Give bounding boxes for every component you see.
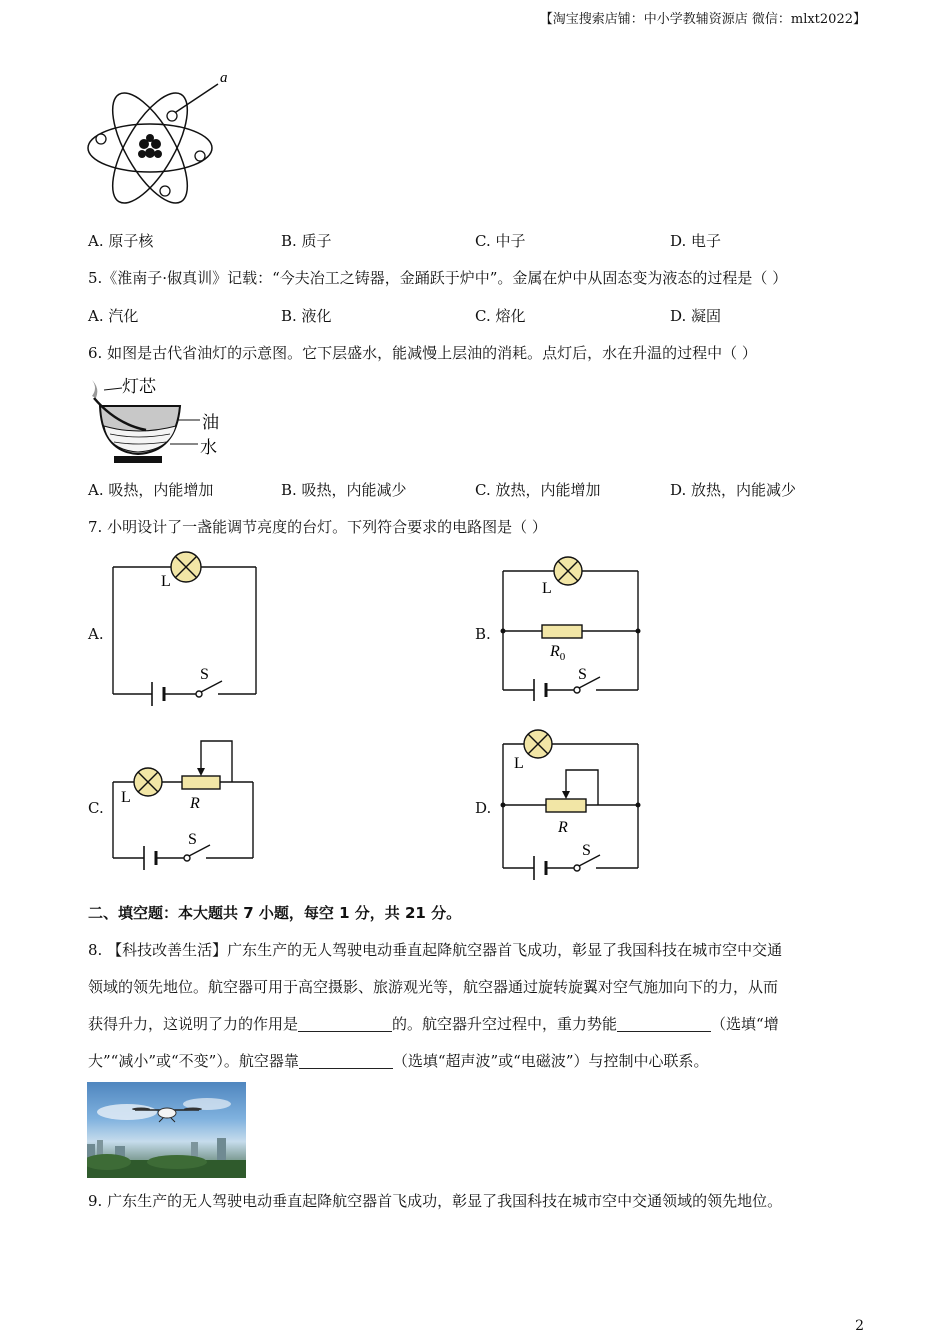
q8-line-4: [88, 1043, 709, 1079]
q8-line-2: 领域的领先地位。航空器可用于高空摄影、旅游观光等，航空器通过旋转旋翼对空气施加向下的力，从而: [88, 978, 779, 996]
section-title: 二、填空题：本大题共 7 小题，每空 1 分，共 21 分。: [88, 904, 462, 922]
circuit-c-label: C.: [88, 799, 104, 817]
circuit-d-lamp-label: L: [514, 755, 524, 772]
circuit-d-switch-label: S: [582, 842, 591, 859]
circuit-d-resistor-label: R: [558, 819, 568, 836]
q6-option-a: A. 吸热，内能增加: [88, 481, 214, 499]
q7-stem: 7. 小明设计了一盏能调节亮度的台灯。下列符合要求的电路图是（ ）: [88, 518, 547, 536]
answer-blank-1[interactable]: [298, 1015, 392, 1032]
q4-option-c: C. 中子: [475, 232, 526, 250]
aircraft-photo: [87, 1082, 246, 1178]
watermark-header: 【淘宝搜索店铺：中小学教辅资源店 微信：mlxt2022】: [539, 12, 866, 27]
circuit-b-label: B.: [475, 625, 491, 643]
circuit-a: [108, 550, 268, 715]
circuit-c-lamp-label: L: [121, 789, 131, 806]
q8-line-4-part-b: （选填“超声波”或“电磁波”）与控制中心联系。: [392, 1052, 709, 1070]
atom-label-a: a: [220, 70, 228, 86]
circuit-b-lamp-label: L: [542, 580, 552, 597]
circuit-b-resistor-label: R: [550, 643, 560, 660]
circuit-a-lamp-label: L: [161, 573, 171, 590]
lamp-label-wick: 灯芯: [122, 377, 156, 397]
circuit-d-label: D.: [475, 799, 492, 817]
lamp-label-water: 水: [200, 438, 217, 458]
q8-line-3-part-b: 的。航空器升空过程中，重力势能: [392, 1015, 618, 1033]
circuit-b: [498, 555, 648, 705]
q4-option-a: A. 原子核: [88, 232, 154, 250]
circuit-a-switch-label: S: [200, 666, 209, 683]
circuit-b-switch-label: S: [578, 666, 587, 683]
circuit-c: [108, 736, 268, 871]
q4-option-d: D. 电子: [670, 232, 722, 250]
q8-line-3: [88, 1006, 779, 1042]
page-number: 2: [855, 1318, 864, 1334]
q6-stem: 6. 如图是古代省油灯的示意图。它下层盛水，能减慢上层油的消耗。点灯后，水在升温的过程中（ ）: [88, 344, 757, 362]
q6-option-c: C. 放热，内能增加: [475, 481, 601, 499]
q6-option-b: B. 吸热，内能减少: [281, 481, 407, 499]
q4-option-b: B. 质子: [281, 232, 332, 250]
circuit-a-label: A.: [88, 625, 104, 643]
q6-option-d: D. 放热，内能减少: [670, 481, 797, 499]
answer-blank-3[interactable]: [299, 1052, 393, 1069]
lamp-label-oil: 油: [202, 413, 219, 433]
oil-lamp-figure: [86, 374, 236, 469]
svg-text:R0: [549, 643, 566, 663]
q9-stem: 9. 广东生产的无人驾驶电动垂直起降航空器首飞成功，彰显了我国科技在城市空中交通领域的领先地位。: [88, 1192, 783, 1210]
q5-stem: 5.《淮南子·俶真训》记载：“今夫冶工之铸器，金踊跃于炉中”。金属在炉中从固态变为液态的过程是（ ）: [88, 269, 788, 287]
atom-figure: [86, 70, 236, 220]
answer-blank-2[interactable]: [617, 1015, 711, 1032]
circuit-b-resistor-subscript: 0: [559, 651, 566, 663]
q5-option-c: C. 熔化: [475, 307, 526, 325]
circuit-c-switch-label: S: [188, 831, 197, 848]
circuit-d: [498, 728, 648, 883]
circuit-c-resistor-label: R: [190, 795, 200, 812]
q5-option-d: D. 凝固: [670, 307, 722, 325]
q8-line-3-part-c: （选填“增: [711, 1015, 779, 1033]
q5-option-a: A. 汽化: [88, 307, 139, 325]
q5-option-b: B. 液化: [281, 307, 332, 325]
q8-line-3-part-a: 获得升力，这说明了力的作用是: [88, 1015, 299, 1033]
q8-line-4-part-a: 大”“减小”或“不变”）。航空器靠: [88, 1052, 299, 1070]
q8-line-1: 8. 【科技改善生活】广东生产的无人驾驶电动垂直起降航空器首飞成功，彰显了我国科技在城市空中交通: [88, 941, 783, 959]
